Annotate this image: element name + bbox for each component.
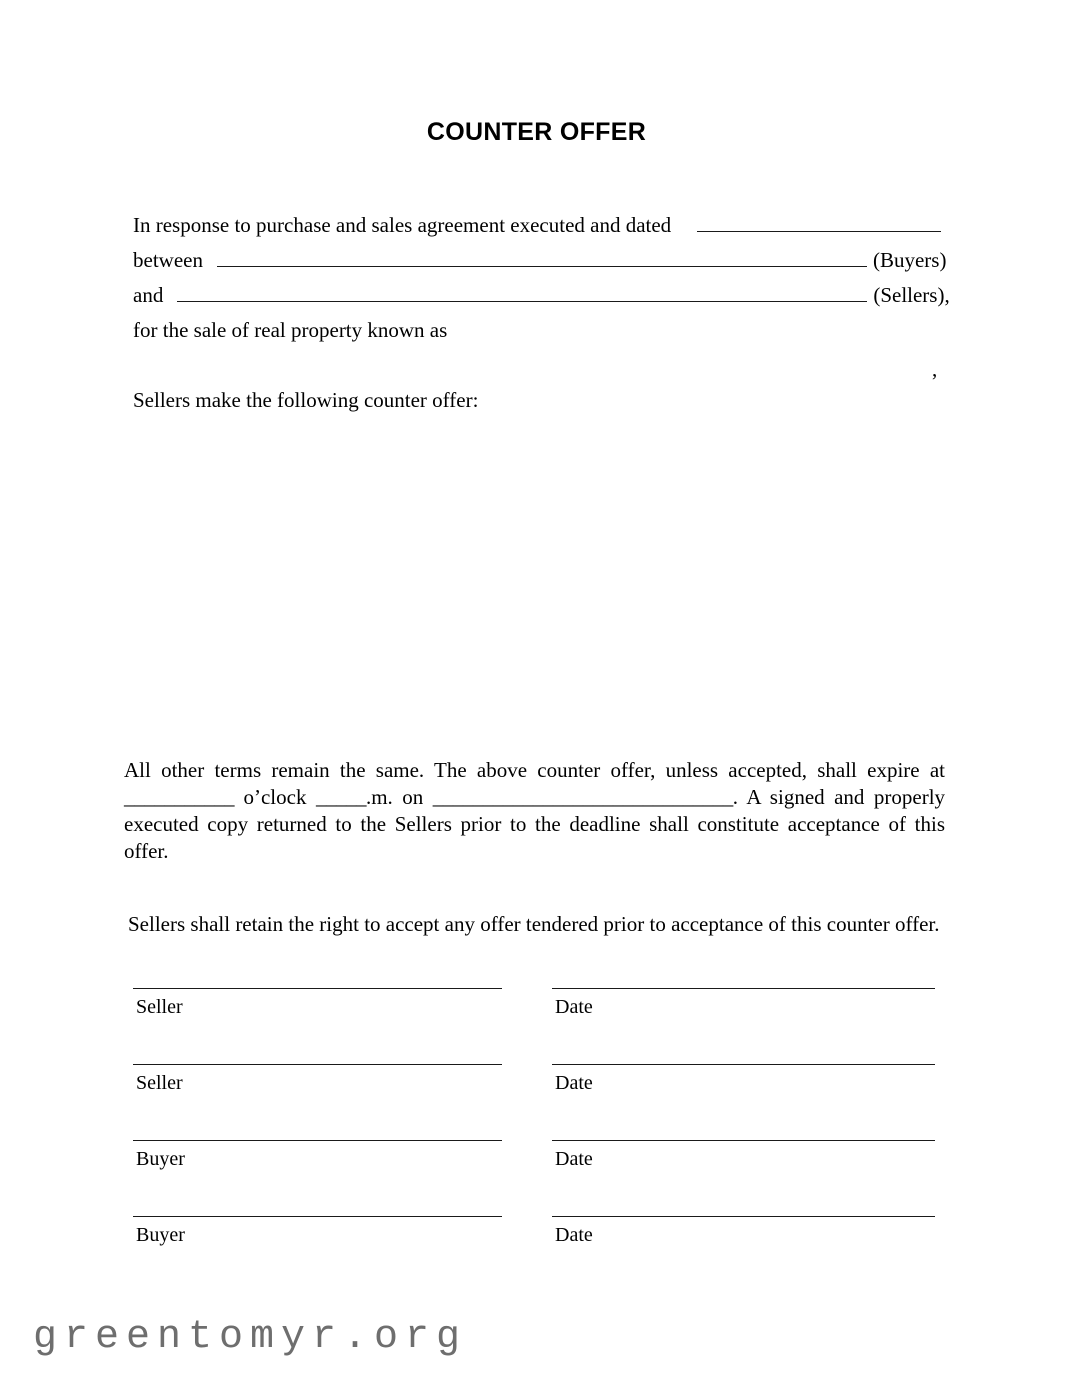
signature-label-seller-1: Seller bbox=[136, 996, 183, 1018]
sellers-blank-field[interactable] bbox=[177, 284, 867, 302]
expiry-text-part1: All other terms remain the same. The above counter offer, unless accepted, shall expire at bbox=[124, 758, 945, 782]
intro-section bbox=[133, 208, 950, 348]
between-label: between bbox=[133, 248, 203, 272]
expiry-ampm-blank[interactable]: _____ bbox=[315, 785, 366, 809]
property-trailing-comma: , bbox=[932, 357, 938, 381]
expiry-text-part2: . A signed and properly bbox=[732, 785, 946, 809]
signature-label-buyer-2: Buyer bbox=[136, 1224, 185, 1246]
signature-label-seller-2: Seller bbox=[136, 1072, 183, 1094]
site-watermark: greentomyr.org bbox=[33, 1315, 468, 1360]
expiry-text-part3: executed copy returned to the Sellers prior to the deadline shall constitute acceptance of this offer. bbox=[124, 812, 945, 863]
signature-label-date-3: Date bbox=[555, 1148, 593, 1170]
expiry-paragraph bbox=[124, 757, 945, 865]
sellers-tag: (Sellers), bbox=[873, 283, 950, 307]
signature-cell-date-4 bbox=[552, 1216, 935, 1247]
intro-line-and bbox=[133, 278, 950, 313]
signature-block bbox=[0, 988, 1073, 1292]
signature-row bbox=[0, 1064, 1073, 1140]
signature-cell-buyer-1 bbox=[133, 1140, 502, 1171]
signature-cell-seller-1 bbox=[133, 988, 502, 1019]
signature-label-date-4: Date bbox=[555, 1224, 593, 1246]
intro-line-property bbox=[133, 313, 945, 348]
buyers-blank-field[interactable] bbox=[217, 249, 867, 267]
signature-cell-seller-2 bbox=[133, 1064, 502, 1095]
buyers-tag: (Buyers) bbox=[872, 248, 947, 272]
intro-line-dated-text: In response to purchase and sales agreement executed and dated bbox=[133, 213, 672, 237]
signature-cell-date-3 bbox=[552, 1140, 935, 1171]
property-label: for the sale of real property known as bbox=[133, 318, 448, 342]
and-label: and bbox=[133, 283, 164, 307]
intro-line-between bbox=[133, 243, 945, 278]
retain-right-paragraph: Sellers shall retain the right to accept any offer tendered prior to acceptance of this counter offer. bbox=[128, 912, 940, 936]
expiry-oclock-label: o’clock bbox=[243, 785, 307, 809]
signature-cell-buyer-2 bbox=[133, 1216, 502, 1247]
dated-blank-field[interactable] bbox=[697, 214, 941, 232]
signature-cell-date-1 bbox=[552, 988, 935, 1019]
expiry-date-blank[interactable]: ______________________________ bbox=[432, 785, 733, 809]
expiry-time-blank[interactable]: ___________ bbox=[124, 785, 234, 809]
signature-label-date-1: Date bbox=[555, 996, 593, 1018]
expiry-ampm-suffix: .m. bbox=[365, 785, 393, 809]
expiry-on-label: on bbox=[402, 785, 424, 809]
signature-label-buyer-1: Buyer bbox=[136, 1148, 185, 1170]
make-offer-label: Sellers make the following counter offer: bbox=[133, 388, 479, 412]
page-title: COUNTER OFFER bbox=[426, 118, 647, 146]
signature-cell-date-2 bbox=[552, 1064, 935, 1095]
signature-row bbox=[0, 988, 1073, 1064]
signature-label-date-2: Date bbox=[555, 1072, 593, 1094]
signature-row bbox=[0, 1216, 1073, 1292]
intro-line-dated bbox=[133, 208, 945, 243]
signature-row bbox=[0, 1140, 1073, 1216]
